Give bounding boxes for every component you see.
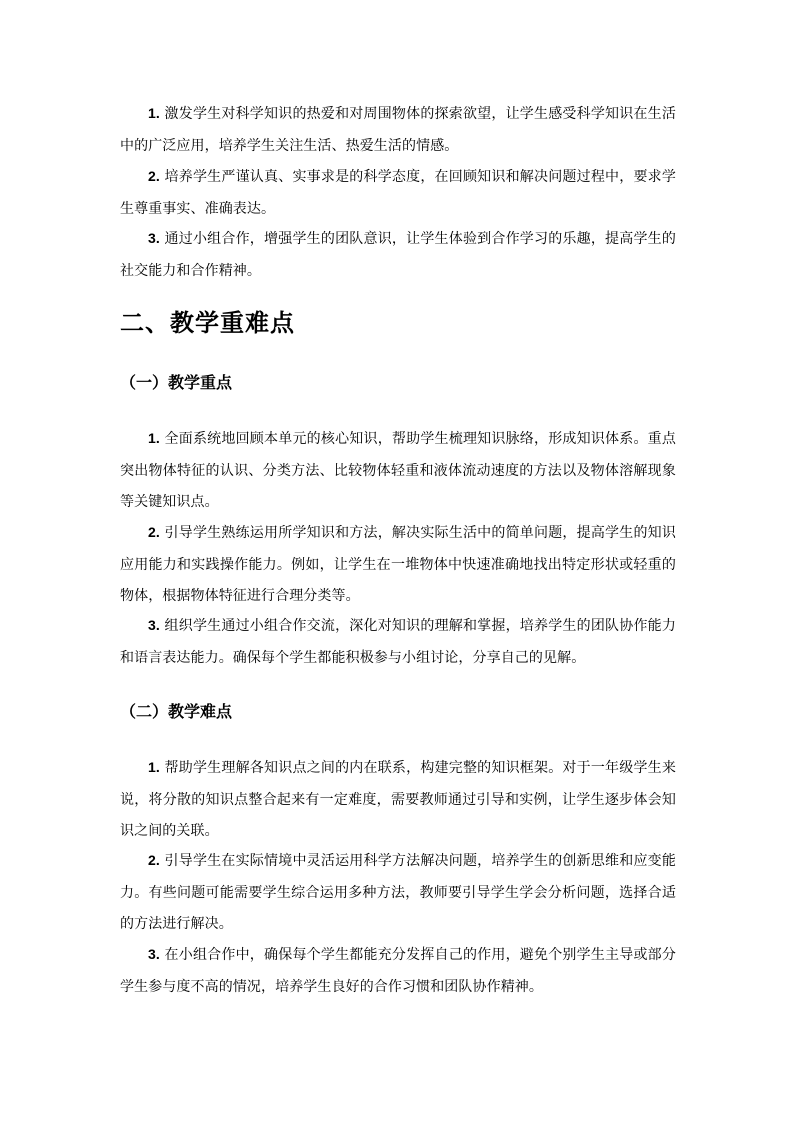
paragraph-text: 培养学生严谨认真、实事求是的科学态度，在回顾知识和解决问题过程中，要求学生尊重事实、准确表达。 <box>120 169 676 217</box>
paragraph-text: 全面系统地回顾本单元的核心知识，帮助学生梳理知识脉络，形成知识体系。重点突出物体特征的认识、分类方法、比较物体轻重和液体流动速度的方法以及物体溶解现象等关键知识点。 <box>120 431 676 510</box>
difficult-point-paragraph-1 <box>120 752 676 848</box>
key-points-heading: （一）教学重点 <box>120 373 233 392</box>
item-number: 3. <box>148 617 160 633</box>
item-number: 2. <box>148 168 160 184</box>
item-number: 3. <box>148 946 160 962</box>
paragraph-text: 在小组合作中，确保每个学生都能充分发挥自己的作用，避免个别学生主导或部分学生参与度不高的情况，培养学生良好的合作习惯和团队协作精神。 <box>120 947 676 995</box>
difficult-points-heading: （二）教学难点 <box>120 702 233 721</box>
item-number: 2. <box>148 524 160 540</box>
goal-paragraph-1 <box>120 98 676 162</box>
item-number: 1. <box>148 759 160 775</box>
paragraph-text: 帮助学生理解各知识点之间的内在联系，构建完整的知识框架。对于一年级学生来说，将分散的知识点整合起来有一定难度，需要教师通过引导和实例，让学生逐步体会知识之间的关联。 <box>120 760 676 839</box>
item-number: 2. <box>148 852 160 868</box>
paragraph-text: 组织学生通过小组合作交流，深化对知识的理解和掌握，培养学生的团队协作能力和语言表达能力。确保每个学生都能积极参与小组讨论，分享自己的见解。 <box>120 618 676 666</box>
paragraph-text: 激发学生对科学知识的热爱和对周围物体的探索欲望，让学生感受科学知识在生活中的广泛应用，培养学生关注生活、热爱生活的情感。 <box>120 106 676 154</box>
key-point-paragraph-3 <box>120 610 676 674</box>
key-point-paragraph-2 <box>120 517 676 613</box>
section-title: 二、教学重难点 <box>120 309 295 337</box>
item-number: 1. <box>148 430 160 446</box>
goal-paragraph-2 <box>120 161 676 225</box>
paragraph-text: 引导学生在实际情境中灵活运用科学方法解决问题，培养学生的创新思维和应变能力。有些问题可能需要学生综合运用多种方法，教师要引导学生学会分析问题，选择合适的方法进行解决。 <box>120 853 676 932</box>
item-number: 3. <box>148 230 160 246</box>
difficult-point-paragraph-3 <box>120 939 676 1003</box>
goal-paragraph-3 <box>120 223 676 287</box>
key-point-paragraph-1 <box>120 423 676 519</box>
difficult-point-paragraph-2 <box>120 845 676 941</box>
paragraph-text: 通过小组合作，增强学生的团队意识，让学生体验到合作学习的乐趣，提高学生的社交能力和合作精神。 <box>120 231 676 279</box>
item-number: 1. <box>148 105 160 121</box>
paragraph-text: 引导学生熟练运用所学知识和方法，解决实际生活中的简单问题，提高学生的知识应用能力和实践操作能力。例如，让学生在一堆物体中快速准确地找出特定形状或轻重的物体，根据物体特征进行合理分类等。 <box>120 525 676 604</box>
